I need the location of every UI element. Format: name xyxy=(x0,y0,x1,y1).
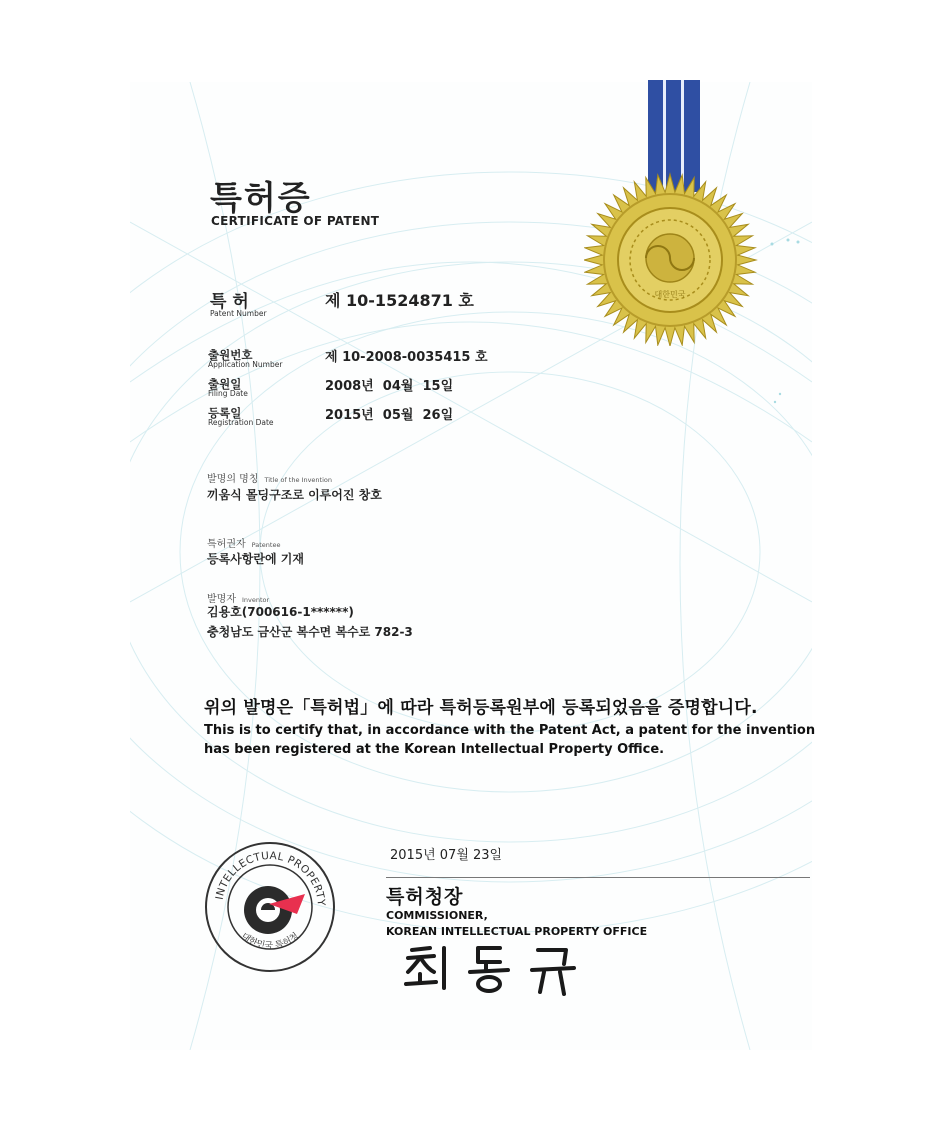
application-label-en: Application Number xyxy=(208,360,283,369)
kipo-logo-icon xyxy=(244,886,305,934)
invention-title: 끼움식 몰딩구조로 이루어진 창호 xyxy=(207,488,382,502)
inventor-name: 김용호(700616-1******) xyxy=(207,605,354,619)
issue-date: 2015년 07월 23일 xyxy=(390,848,503,863)
inventor-label: 발명자 xyxy=(207,594,236,605)
certification-en-line1: This is to certify that, in accordance with the Patent Act, a patent for the invention xyxy=(204,723,816,738)
kipo-seal xyxy=(203,840,337,978)
registration-label-en: Registration Date xyxy=(208,418,274,427)
filing-date: 2008년 04월 15일 xyxy=(325,379,454,394)
patent-label-en: Patent Number xyxy=(210,309,267,318)
certification-en-line2: has been registered at the Korean Intellectual Property Office. xyxy=(204,742,665,757)
gold-seal xyxy=(584,80,760,350)
registration-label: 등록일 xyxy=(208,406,242,420)
invention-label: 발명의 명칭 xyxy=(207,474,259,485)
application-number: 제 10-2008-0035415 호 xyxy=(325,350,488,365)
patentee-label: 특허권자 xyxy=(207,539,246,550)
divider xyxy=(386,877,810,878)
commissioner-title-en-1: COMMISSIONER, xyxy=(386,909,488,922)
inventor-address: 충청남도 금산군 복수면 복수로 782-3 xyxy=(207,625,413,639)
filing-label: 출원일 xyxy=(208,377,242,391)
registration-date: 2015년 05월 26일 xyxy=(325,408,454,423)
patentee-label-en: Patentee xyxy=(251,541,281,549)
certification-ko: 위의 발명은「특허법」에 따라 특허등록원부에 등록되었음을 증명합니다. xyxy=(204,698,758,718)
inventor-label-en: Inventor xyxy=(241,596,270,604)
commissioner-signature xyxy=(400,940,590,1004)
commissioner-title-ko: 특허청장 xyxy=(386,886,464,908)
patentee-heading xyxy=(207,532,280,551)
commissioner-title-en-2: KOREAN INTELLECTUAL PROPERTY OFFICE xyxy=(386,925,648,938)
filing-label-en: Filing Date xyxy=(208,389,248,398)
application-label: 출원번호 xyxy=(208,348,253,362)
ribbon-icon xyxy=(648,80,700,192)
gold-seal-text: 대한민국 xyxy=(654,290,686,299)
certificate-subtitle: CERTIFICATE OF PATENT xyxy=(211,214,380,228)
patentee-value: 등록사항란에 기재 xyxy=(207,552,304,566)
invention-label-en: Title of the Invention xyxy=(264,476,332,484)
invention-heading xyxy=(207,467,332,486)
kipo-seal-ring-text: INTELLECTUAL PROPERTY xyxy=(213,849,328,907)
patent-number: 제 10-1524871 호 xyxy=(325,291,474,310)
kipo-seal-bottom-text: 대한민국 특허청 xyxy=(239,931,301,952)
patent-label: 특 허 xyxy=(210,292,249,312)
certificate-title: 특허증 xyxy=(210,178,312,217)
